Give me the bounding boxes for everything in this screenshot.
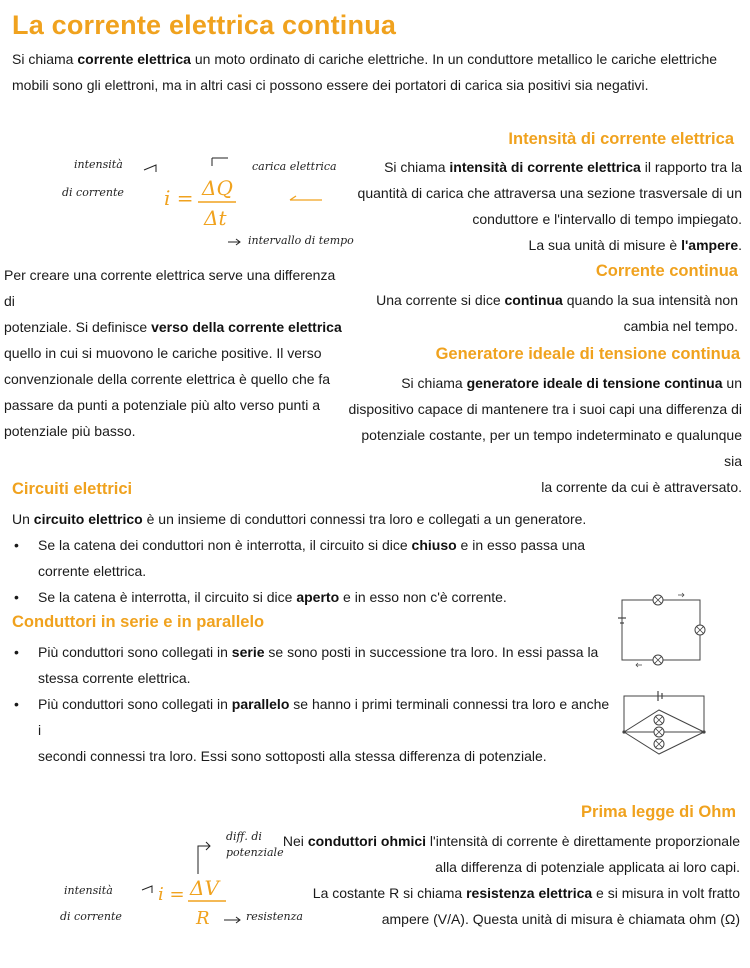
label-intensity: intensità xyxy=(64,884,113,897)
list-item: • Se la catena dei conduttori non è interrotta, il circuito si dice chiuso e in esso passa una corrente elettrica. xyxy=(12,532,612,584)
circuiti-section xyxy=(12,506,612,610)
list-item: • Più conduttori sono collegati in serie se sono posti in successione tra loro. In essi passa la stessa corrente elettrica. xyxy=(12,639,612,691)
verso-paragraph: Per creare una corrente elettrica serve una differenza di potenziale. Si definisce verso della corrente elettrica quello in cui si muovono le cariche positive. Il verso convenzionale della corrente elettrica è quello che fa passare da punti a potenziale più alto verso punti a potenziale più basso. xyxy=(4,267,342,439)
heading-circuiti: Circuiti elettrici xyxy=(12,480,133,498)
formula-numerator: ΔQ xyxy=(202,176,233,200)
formula-numerator: ΔV xyxy=(190,876,219,900)
intensity-paragraph: Si chiama intensità di corrente elettrica il rapporto tra la quantità di carica che attraversa una sezione trasversale di un conduttore e l'intervallo di tempo impiegato. La sua unità di misure è l'ampere. xyxy=(357,159,742,253)
heading-serie: Conduttori in serie e in parallelo xyxy=(12,613,265,631)
parallel-circuit-diagram xyxy=(614,686,714,766)
serie-list xyxy=(12,639,612,769)
generatore-paragraph: Si chiama generatore ideale di tensione continua un dispositivo capace di mantenere tra i suoi capi una differenza di potenziale costante, per un tempo indeterminato e qualunque sia la corrente da cui è attraversato. xyxy=(348,375,742,495)
formula-strokes xyxy=(60,826,340,938)
page-title: La corrente elettrica continua xyxy=(12,10,397,40)
label-potential: potenziale xyxy=(226,846,284,859)
heading-intensity: Intensità di corrente elettrica xyxy=(508,130,734,148)
formula-denominator: Δt xyxy=(204,206,227,230)
heading-generatore: Generatore ideale di tensione continua xyxy=(435,345,740,363)
circuiti-list xyxy=(12,532,612,610)
continua-paragraph: Una corrente si dice continua quando la sua intensità non cambia nel tempo. xyxy=(376,292,738,334)
ohm-paragraph: Nei conduttori ohmici l'intensità di corrente è direttamente proporzionale alla differenza di potenziale applicata ai loro capi. La costante R si chiama resistenza elettrica e si misura in volt fratto ampere (V/A). Questa unità di misura è chiamata ohm (Ω) xyxy=(282,833,740,927)
label-charge: carica elettrica xyxy=(252,160,337,173)
label-of-current: di corrente xyxy=(62,186,124,199)
formula-strokes xyxy=(60,150,370,255)
heading-ohm: Prima legge di Ohm xyxy=(581,803,736,821)
heading-continua: Corrente continua xyxy=(595,262,738,280)
label-diff: diff. di xyxy=(226,830,262,843)
label-interval: intervallo di tempo xyxy=(248,234,354,247)
formula-intensity xyxy=(60,150,370,255)
intro-paragraph: Si chiama corrente elettrica un moto ordinato di cariche elettriche. In un conduttore metallico le cariche elettriche mobili sono gli elettroni, ma in altri casi ci possono essere dei portatori di carica sia positivi sia negativi. xyxy=(12,51,718,93)
label-of-current: di corrente xyxy=(60,910,122,923)
label-resistance: resistenza xyxy=(246,910,303,923)
list-item: • Più conduttori sono collegati in parallelo se hanno i primi terminali connessi tra loro e anche i secondi connessi tra loro. Essi sono sottoposti alla stessa differenza di potenziale. xyxy=(12,691,612,769)
formula-denominator: R xyxy=(196,908,210,929)
formula-lhs: i = xyxy=(158,884,185,905)
circuiti-intro: Un circuito elettrico è un insieme di conduttori connessi tra loro e collegati a un generatore. xyxy=(12,511,587,527)
label-intensity: intensità xyxy=(74,158,123,171)
serie-section xyxy=(12,639,612,769)
formula-lhs: i = xyxy=(164,186,194,210)
series-circuit-diagram xyxy=(612,592,712,670)
list-item: • Se la catena è interrotta, il circuito si dice aperto e in esso non c'è corrente. xyxy=(12,584,612,610)
formula-ohm xyxy=(60,826,340,938)
